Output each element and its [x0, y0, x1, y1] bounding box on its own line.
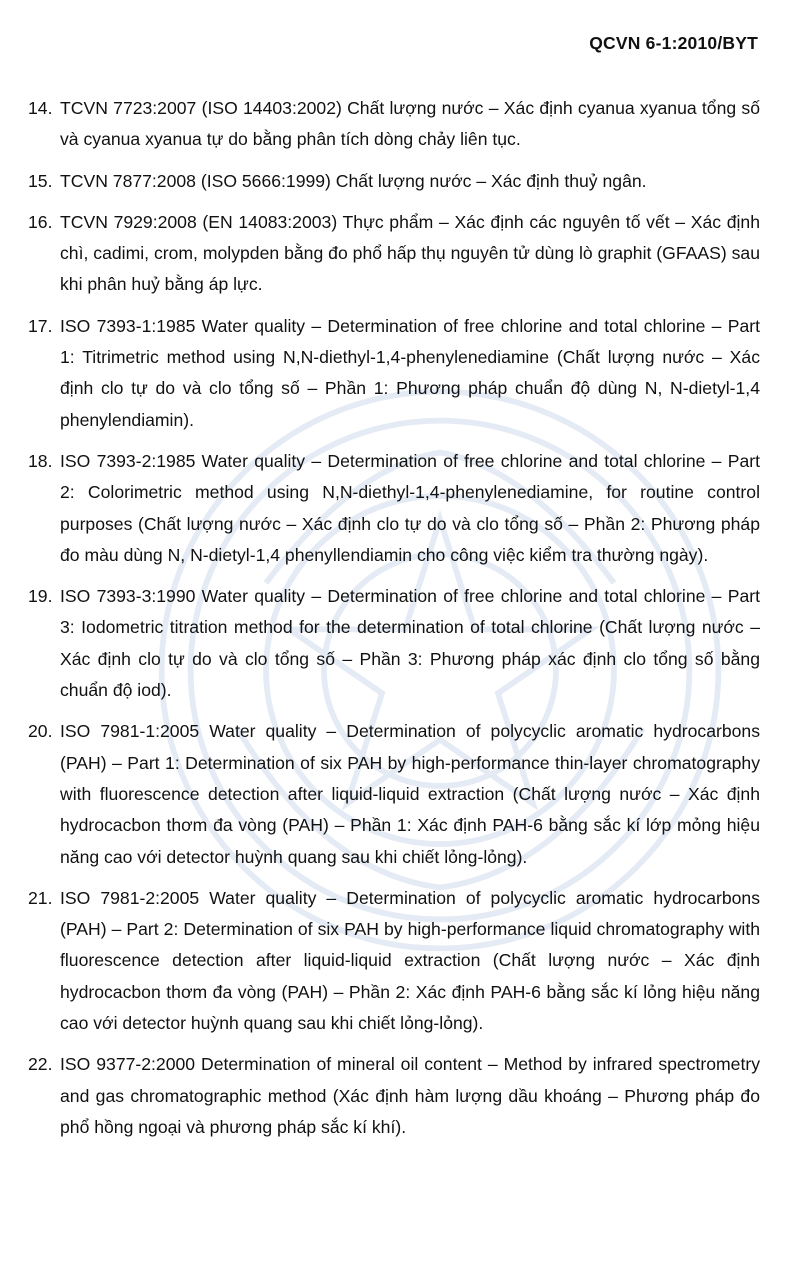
reference-number: 21. [28, 887, 53, 908]
reference-item [28, 716, 760, 872]
reference-text: TCVN 7723:2007 (ISO 14403:2002) Chất lượng nước – Xác định cyanua xyanua tổng số và cyanua xyanua tự do bằng phân tích dòng chảy liên tục. [60, 98, 760, 150]
reference-text: TCVN 7929:2008 (EN 14083:2003) Thực phẩm – Xác định các nguyên tố vết – Xác định chì, cadimi, crom, molypden bằng đo phổ hấp thụ nguyên tử dùng lò graphit (GFAAS) sau khi phân huỷ bằng áp lực. [60, 211, 760, 295]
reference-number: 20. [28, 721, 53, 742]
reference-number: 15. [28, 170, 53, 191]
reference-number: 22. [28, 1054, 53, 1075]
document-code: QCVN 6-1:2010/BYT [589, 33, 758, 53]
reference-item [28, 446, 760, 571]
reference-number: 14. [28, 98, 53, 118]
reference-text: ISO 7393-3:1990 Water quality – Determination of free chlorine and total chlorine – Part 3: Iodometric titration method for the determination of total chlorine (Chất lượng nước – Xác định clo tự do và clo tổng số – Phần 3: Phương pháp xác định clo tổng số bằng chuẩn độ iod). [60, 586, 760, 701]
reference-item [28, 166, 760, 197]
reference-text: ISO 9377-2:2000 Determination of mineral oil content – Method by infrared spectrometry and gas chromatographic method (Xác định hàm lượng dầu khoáng – Phương pháp đo phổ hồng ngoại và phương pháp sắc kí khí). [60, 1054, 760, 1137]
reference-number: 18. [28, 450, 53, 471]
reference-item [28, 883, 760, 1039]
reference-text: ISO 7981-1:2005 Water quality – Determination of polycyclic aromatic hydrocarbons (PAH) – Part 1: Determination of six PAH by high-performance thin-layer chromatography with fluorescence detection after liquid-liquid extraction (Chất lượng nước – Xác định hydrocacbon thơm đa vòng (PAH) – Phần 1: Xác định PAH-6 bằng sắc kí lớp mỏng hiệu năng cao với detector huỳnh quang sau khi chiết lỏng-lỏng). [60, 721, 760, 867]
reference-text: ISO 7393-2:1985 Water quality – Determination of free chlorine and total chlorine – Part 2: Colorimetric method using N,N-diethyl-1,4-phenylenediamine, for routine control purposes (Chất lượng nước – Xác định clo tự do và clo tổng số – Phần 2: Phương pháp đo màu dùng N, N-dietyl-1,4 phenyllendiamin cho công việc kiểm tra thường ngày). [60, 450, 760, 565]
reference-number: 16. [28, 211, 53, 232]
reference-item [28, 93, 760, 156]
reference-item [28, 311, 760, 436]
reference-text: ISO 7393-1:1985 Water quality – Determination of free chlorine and total chlorine – Part 1: Titrimetric method using N,N-diethyl-1,4-phenylenediamine (Chất lượng nước – Xác định clo tự do và clo tổng số – Phần 1: Phương pháp chuẩn độ dùng N, N-dietyl-1,4 phenylendiamin). [60, 315, 760, 430]
reference-number: 19. [28, 586, 53, 607]
reference-item [28, 1049, 760, 1143]
reference-item [28, 581, 760, 706]
reference-list [28, 93, 760, 1153]
reference-text: TCVN 7877:2008 (ISO 5666:1999) Chất lượng nước – Xác định thuỷ ngân. [60, 170, 647, 191]
reference-text: ISO 7981-2:2005 Water quality – Determination of polycyclic aromatic hydrocarbons (PAH) – Part 2: Determination of six PAH by high-performance liquid chromatography with fluorescence detection after liquid-liquid extraction (Chất lượng nước – Xác định hydrocacbon thơm đa vòng (PAH) – Phần 2: Xác định PAH-6 bằng sắc kí lỏng hiệu năng cao với detector huỳnh quang sau khi chiết lỏng-lỏng). [60, 887, 760, 1034]
reference-item [28, 207, 760, 301]
reference-number: 17. [28, 315, 53, 336]
